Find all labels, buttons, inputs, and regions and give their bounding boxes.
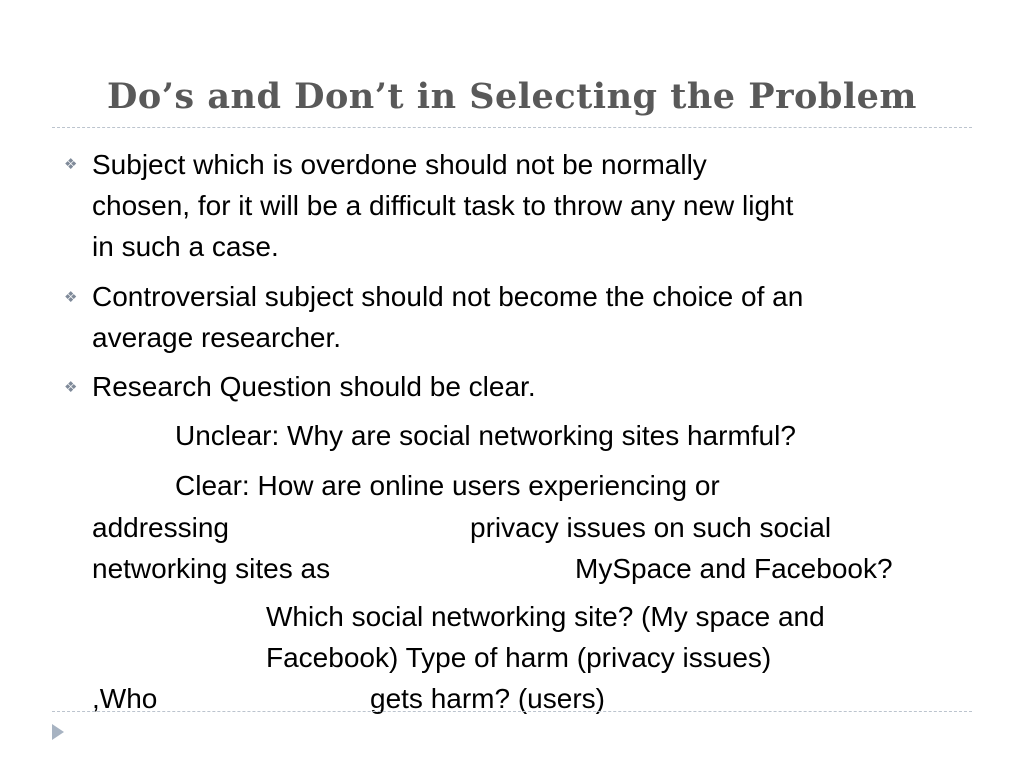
bullet-2-line-1: Controversial subject should not become the choice of an: [92, 281, 804, 312]
which-site-line-2: Facebook) Type of harm (privacy issues): [266, 642, 772, 673]
clear-question-line-2a: addressing: [92, 512, 229, 543]
clear-question-line-2b: privacy issues on such social: [470, 512, 832, 543]
diamond-bullet-icon: ❖: [64, 288, 78, 306]
clear-question-line-3a: networking sites as: [92, 553, 331, 584]
bullet-1-line-1: Subject which is overdone should not be normally: [92, 149, 707, 180]
bullet-3-line-1: Research Question should be clear.: [92, 371, 536, 402]
triangle-arrow-icon: [52, 724, 64, 740]
footer-divider: [52, 711, 972, 712]
who-line-a: ,Who: [92, 683, 158, 714]
bullet-1-line-2: chosen, for it will be a difficult task to throw any new light: [92, 190, 794, 221]
slide-title: Do’s and Don’t in Selecting the Problem: [107, 76, 917, 117]
diamond-bullet-icon: ❖: [64, 155, 78, 173]
unclear-question: Unclear: Why are social networking sites harmful?: [175, 420, 796, 451]
which-site-line-1: Which social networking site? (My space and: [266, 601, 825, 632]
clear-question-line-1: Clear: How are online users experiencing or: [175, 470, 720, 501]
bullet-2-line-2: average researcher.: [92, 322, 342, 353]
diamond-bullet-icon: ❖: [64, 378, 78, 396]
bullet-1-line-3: in such a case.: [92, 231, 279, 262]
who-line-b: gets harm? (users): [370, 683, 605, 714]
clear-question-line-3b: MySpace and Facebook?: [575, 553, 893, 584]
